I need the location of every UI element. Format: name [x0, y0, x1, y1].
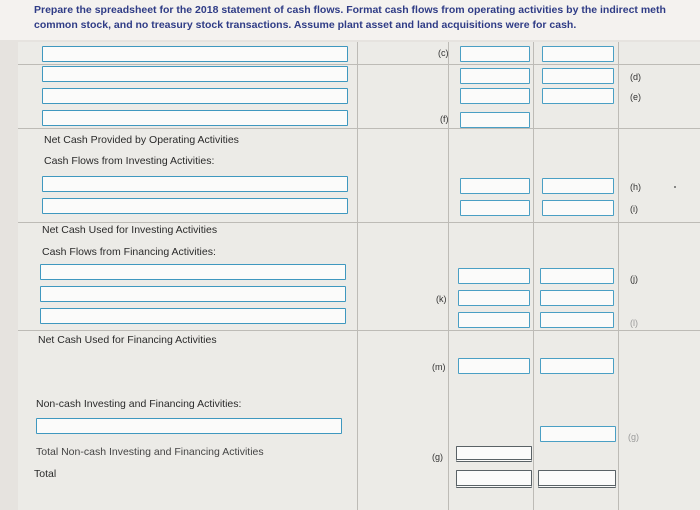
code-f: (f): [440, 114, 449, 124]
amount-investing-2[interactable]: [460, 200, 530, 216]
amount-f[interactable]: [460, 112, 530, 128]
instructions-line-1: Prepare the spreadsheet for the 2018 statement of cash flows. Format cash flows from operating activities by the indirect meth: [34, 4, 666, 16]
amount-operating-3[interactable]: [460, 88, 530, 104]
amount-grand-total[interactable]: [538, 470, 616, 488]
financing-header: Cash Flows from Financing Activities:: [42, 246, 216, 258]
column-divider: [448, 42, 449, 510]
amount-operating-2[interactable]: [460, 68, 530, 84]
row-divider: [18, 222, 700, 223]
row-divider: [18, 128, 700, 129]
total-noncash-label: Total Non-cash Investing and Financing Activities: [36, 446, 264, 458]
code-h: (h): [630, 182, 641, 192]
code-i: (i): [630, 204, 638, 214]
amount-investing-1[interactable]: [460, 178, 530, 194]
operating-item-3-description[interactable]: [42, 88, 348, 104]
instructions-line-2: common stock, and no treasury stock transactions. Assume plant asset and land acquisitions were for cash.: [34, 19, 577, 31]
amount-financing-2-total[interactable]: [540, 290, 614, 306]
net-investing-label: Net Cash Used for Investing Activities: [42, 224, 218, 236]
financing-item-1-description[interactable]: [40, 264, 346, 280]
code-g: (g): [432, 452, 443, 462]
code-g-faint: (g): [628, 432, 639, 442]
net-operating-label: Net Cash Provided by Operating Activities: [44, 134, 239, 146]
investing-header: Cash Flows from Investing Activities:: [44, 155, 215, 167]
amount-k[interactable]: [458, 290, 530, 306]
amount-total-noncash[interactable]: [456, 446, 532, 462]
amount-total[interactable]: [456, 470, 532, 488]
amount-financing-1[interactable]: [458, 268, 530, 284]
amount-h[interactable]: [542, 178, 614, 194]
column-divider: [618, 42, 619, 510]
total-label: Total: [34, 468, 57, 480]
code-c: (c): [438, 48, 449, 58]
row-divider: [18, 64, 700, 65]
amount-d[interactable]: [542, 68, 614, 84]
amount-j[interactable]: [540, 268, 614, 284]
amount-i[interactable]: [542, 200, 614, 216]
amount-operating-c-total[interactable]: [542, 46, 614, 62]
operating-item-4-description[interactable]: [42, 110, 348, 126]
noncash-header: Non-cash Investing and Financing Activities:: [36, 398, 242, 410]
operating-item-2-description[interactable]: [42, 66, 348, 82]
financing-item-3-description[interactable]: [40, 308, 346, 324]
code-j: (j): [630, 274, 638, 284]
amount-noncash-item[interactable]: [540, 426, 616, 442]
column-divider: [357, 42, 358, 510]
instructions: [0, 0, 700, 40]
investing-item-1-description[interactable]: [42, 176, 348, 192]
amount-c[interactable]: [460, 46, 530, 62]
financing-item-2-description[interactable]: [40, 286, 346, 302]
code-d: (d): [630, 72, 641, 82]
noncash-item-description[interactable]: [36, 418, 342, 434]
net-financing-label: Net Cash Used for Financing Activities: [38, 334, 217, 346]
stray-dot: [674, 186, 676, 188]
column-divider: [533, 42, 534, 510]
code-m: (m): [432, 362, 446, 372]
code-k: (k): [436, 294, 447, 304]
code-l: (l): [630, 318, 638, 328]
amount-m[interactable]: [458, 358, 530, 374]
amount-m-total[interactable]: [540, 358, 614, 374]
amount-l[interactable]: [540, 312, 614, 328]
code-e: (e): [630, 92, 641, 102]
operating-item-1-description[interactable]: [42, 46, 348, 62]
amount-financing-3[interactable]: [458, 312, 530, 328]
row-divider: [18, 330, 700, 331]
investing-item-2-description[interactable]: [42, 198, 348, 214]
cash-flow-spreadsheet: [18, 42, 700, 510]
amount-e[interactable]: [542, 88, 614, 104]
